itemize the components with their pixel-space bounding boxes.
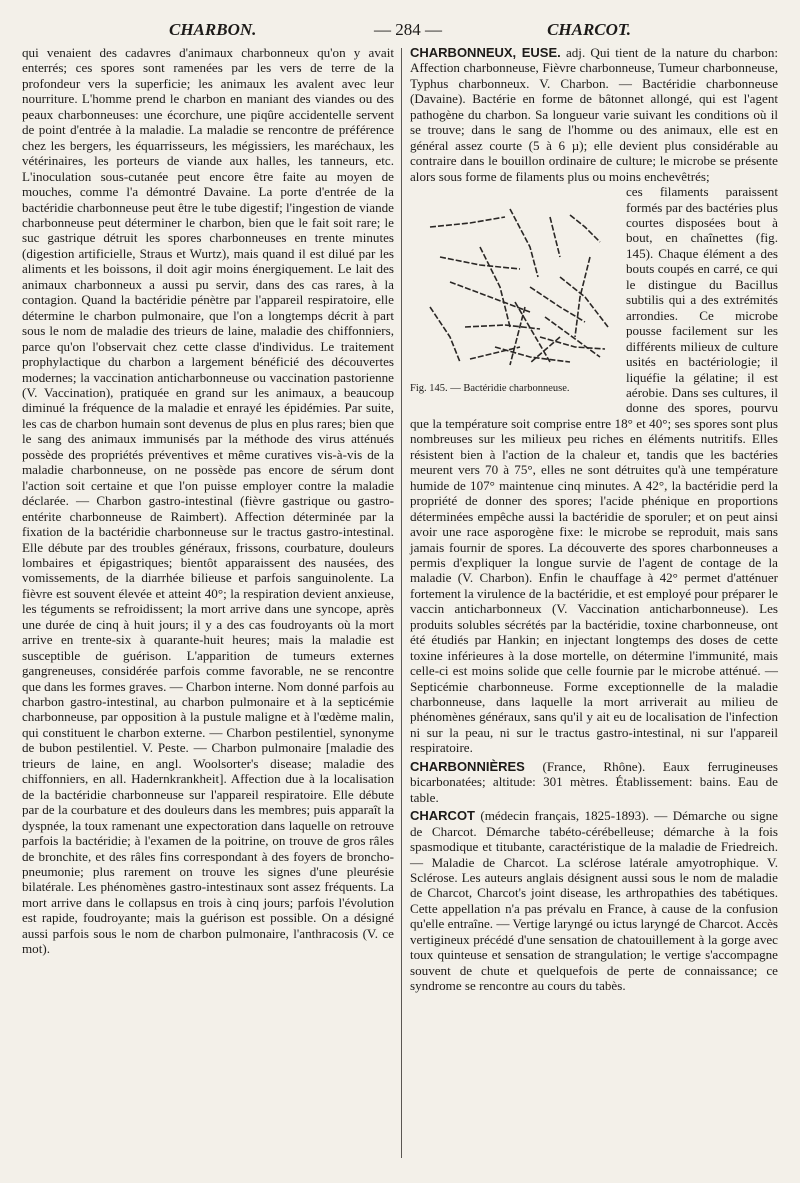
header-right-word: CHARCOT. — [547, 20, 631, 39]
charbonneux-intro-text: adj. Qui tient de la nature du charbon: Affection charbonneuse, Fièvre charbonneuse, Tumeur charbonneuse, Typhus charbonneux. V. Charbon. — Bactéridie charbonneuse (Davaine). Bactérie en forme de bâtonnet allongé, qui est l'agent pathogène du charbon. Sa longueur varie suivant les conditions où il se trouve; dans le sang de l'homme ou des animaux, elle est en général assez courte (5 à 6 µ); elle devient plus considérable au contraire dans le bouillon ordinaire de culture; le microbe se présente alors sous forme de filaments plus ou moins enchevêtrés; — [410, 45, 779, 184]
charbonneux-body-text: ces filaments paraissent formés par des bactéries plus courtes disposées bout à bout, en chaînettes (fig. 145). Chaque élément a des bouts coupés en carré, ce qui le distingue du Bacillus subtilis qui a des extrémités arrondies. Ce microbe pousse facilement sur les différents milieux de culture usités en bactériologie; il liquéfie la gélatine; il est aérobie. Dans ses cultures, il donne des spores, pourvu que la température soit comprise entre 18° et 40°; ses spores sont plus nombreuses sur les milieux peu riches en éléments nutritifs. Elles résistent bien à l'action de la chaleur et, tandis que les bactéries meurent vers 70 à 75°, elles ne sont détruites qu'à une température humide de 107° maintenue cinq minutes. A 42°, la bactéridie perd la propriété de donner des spores; l'acide phénique en proportions déterminées empêche aussi la bactéridie de sporuler; et on peut ainsi avoir une race asporogène fixe: le microbe se reproduit, mais sans jamais fournir de spores. La découverte des spores charbonneuses a permis d'expliquer la longue survie de l'agent de contage de la maladie (V. Charbon). Enfin le chauffage à 42° permet d'atténuer fortement la virulence de la bactéridie, et est employé pour préparer le vaccin anticharbonneux (V. Vaccination anticharbonneuse). Les produits solubles sécrétés par la bactéridie, toxine charbonneuse, ont été étudiés par Hankin; en injectant longtemps des doses de cette toxine inférieures à la dose mortelle, on détermine l'immunité, mais celle-ci est moins solide que celle fournie par le microbe atténué. — Septicémie charbonneuse. Forme exceptionnelle de la maladie charbonneuse, dans laquelle la mort arriverait au milieu de phénomènes généraux, sans qu'il y ait eu de localisation de l'infection ni sur la peau, ni sur le tractus gastro-intestinal, ni sur l'appareil respiratoire. — [410, 184, 778, 756]
figure-caption: Fig. 145. — Bactéridie charbonneuse. — [410, 383, 570, 395]
bacteridie-illustration — [410, 187, 620, 377]
running-header — [14, 20, 786, 46]
entry-charbonneux — [410, 45, 778, 184]
charcot-text: (médecin français, 1825-1893). — Démarche ou signe de Charcot. Démarche tabéto-cérébelleuse; démarche à la fois spasmodique et titubante, caractéristique de la maladie de Friedreich. — Maladie de Charcot. La sclérose latérale amyotrophique. V. Sclérose. Les auteurs anglais désignent aussi sous le nom de maladie de Charcot, Charcot's joint disease, les arthropathies des tabétiques. Cette appellation n'a pas prévalu en France, à cause de la confusion qu'elle entraîne. — Vertige laryngé ou ictus laryngé de Charcot. Accès vertigineux précédé d'une sensation de chatouillement à la gorge avec toux quinteuse et sensation de strangulation; le vertige s'accompagne souvent de chute et quelquefois de perte de connaissance; ce syndrome se rencontre au cours du tabès. — [410, 808, 778, 994]
figure-145 — [410, 187, 620, 397]
headword-charbonneux: CHARBONNEUX, EUSE. — [410, 45, 561, 60]
headword-charbonnieres: CHARBONNIÈRES — [410, 758, 525, 774]
right-column — [410, 45, 778, 994]
entry-charcot — [410, 808, 778, 993]
left-column — [22, 45, 394, 957]
header-left-word: CHARBON. — [169, 20, 257, 39]
page-number: — 284 — — [374, 20, 442, 39]
headword-charcot: CHARCOT — [410, 808, 475, 824]
left-column-text: qui venaient des cadavres d'animaux charbonneux qu'on y avait enterrés; ces spores sont ramenées par les vers de terre de la profondeur vers la superficie; les animaux les avalent avec leur nourriture. L'homme prend le charbon en maniant des viandes ou des peaux charbonneuses: une écorchure, une piqûre accidentelle servent de point d'entrée à la maladie. La maladie se rencontre de préférence chez les bergers, les équarrisseurs, les mégissiers, les maréchaux, les vétérinaires, les porteurs de viande aux halles, les tanneurs, etc. L'inoculation sous-cutanée peut encore être faite au moyen de mouches, comme l'a démontré Davaine. La porte d'entrée de la bactéridie charbonneuse peut être le tube digestif; l'ingestion de viande charbonneuse peut déterminer le charbon, bien que le fait soit rare; le suc gastrique détruit les spores charbonneuses en trente minutes (digestion artificielle, Straus et Wurtz), mais quand il est dilué par les aliments et les boissons, il doit agir moins énergiquement. Le lait des animaux charbonneux a aussi pu servir, dans des cas rares, à la contagion. Quand la bactéridie pénètre par l'appareil respiratoire, elle détermine le charbon pulmonaire, que l'on a longtemps décrit à part sous le nom de maladie des trieurs de laine, maladie des chiffonniers, parce qu'on l'observait chez cette classe d'individus. Le traitement prophylactique du charbon a largement bénéficié des découvertes modernes; la vaccination anticharbonneuse ou vaccination pastorienne (V. Vaccination), pratiquée en grand sur les animaux, a beaucoup diminué la fréquence de la maladie et enrayé les épidémies. Par suite, les cas de charbon humain sont devenus de plus en plus rares; bien que le sang des animaux immunisés par la méthode des virus atténués possède des propriétés préventives et même curatives vis-à-vis de la maladie charbonneuse, on ne possède pas encore de sérum dont l'action soit certaine et que l'on puisse employer contre la maladie déclarée. — Charbon gastro-intestinal (fièvre gastrique ou gastro-entérite charbonneuse de Raimbert). Affection déterminée par la fixation de la bactéridie charbonneuse sur le tractus gastro-intestinal. Elle débute par des troubles généraux, frissons, courbature, douleurs lombaires et épigastriques; bientôt apparaissent des nausées, des vomissements, de la diarrhée bilieuse et parfois sanguinolente. La fièvre est souvent élevée et atteint 40°; la respiration devient anxieuse, les téguments se refroidissent; la mort arrive dans une syncope, après une durée de cinq à huit jours; il y a des cas foudroyants où la mort arrive en trente-six à quarante-huit heures; mais la maladie est susceptible de guérison. L'apparition de tumeurs externes gangreneuses, considérée parfois comme favorable, ne se rencontre que dans les formes graves. — Charbon interne. Nom donné parfois au charbon gastro-intestinal, au charbon pulmonaire et à la septicémie charbonneuse, par opposition à la pustule maligne et à l'œdème malin, qui constituent le charbon externe. — Charbon pestilentiel, synonyme de bubon pestilentiel. V. Peste. — Charbon pulmonaire [maladie des trieurs de laine, en angl. Woolsorter's disease; maladie des chiffonniers, en all. Hadernkrankheit]. Affection due à la localisation de la bactéridie charbonneuse sur l'appareil respiratoire. Elle débute par de la courbature et des douleurs dans les membres; puis apparaît la dyspnée, la toux ramenant une expectoration dans laquelle on retrouve parfois la bactéridie; à l'examen de la poitrine, on trouve de gros râles de bronchite, et des râles fins correspondant à des foyers de broncho-pneumonie; plus rarement on trouve les signes d'une pleurésie bilatérale. Les phénomènes gastro-intestinaux sont assez fréquents. La mort arrive dans le collapsus en trois à cinq jours; parfois l'évolution est rapide, foudroyante; mais la guérison est possible. On a désigné aussi parfois sous le nom de charbon pulmonaire, l'anthracosis (V. ce mot). — [22, 45, 394, 957]
entry-charbonnieres — [410, 759, 778, 805]
column-divider — [401, 48, 402, 1158]
charbonnieres-text: (France, Rhône). Eaux ferrugineuses bicarbonatées; altitude: 301 mètres. Établissement: bains. Eau de table. — [410, 758, 778, 805]
